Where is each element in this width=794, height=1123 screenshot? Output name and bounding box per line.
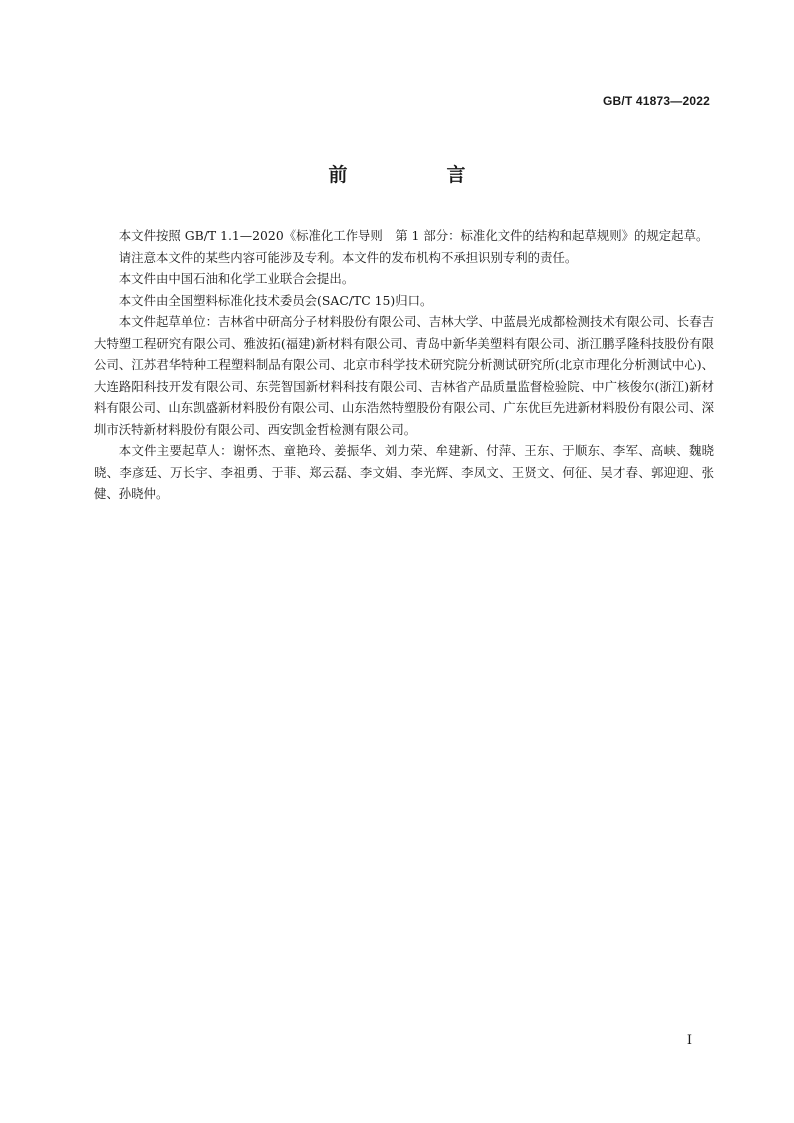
paragraph-drafters: 本文件主要起草人：谢怀杰、童艳玲、姜振华、刘力荣、牟建新、付萍、王东、于顺东、李军、高峡、魏晓晓、李彦廷、万长宇、李祖勇、于菲、郑云磊、李文娟、李光辉、李凤文、王贤文、何征、吴才春、郭迎迎、张健、孙晓仲。: [94, 443, 714, 501]
paragraph-proposer: 本文件由中国石油和化学工业联合会提出。: [118, 271, 355, 286]
page-title: 前 言: [328, 164, 506, 186]
foreword-body: [94, 225, 714, 505]
paragraph-drafting-units: 本文件起草单位：吉林省中研高分子材料股份有限公司、吉林大学、中蓝晨光成都检测技术有限公司、长春吉大特塑工程研究有限公司、雅波拓(福建)新材料有限公司、青岛中新华美塑料有限公司、浙江鹏孚隆科技股份有限公司、江苏君华特种工程塑料制品有限公司、北京市科学技术研究院分析测试研究所(北京市理化分析测试中心)、大连路阳科技开发有限公司、东莞智国新材料科技有限公司、吉林省产品质量监督检验院、中广核俊尔(浙江)新材料有限公司、山东凯盛新材料股份有限公司、山东浩然特塑股份有限公司、广东优巨先进新材料股份有限公司、深圳市沃特新材料股份有限公司、西安凯金哲检测有限公司。: [94, 314, 714, 437]
standard-code: GB/T 41873—2022: [602, 94, 710, 108]
page-number: I: [686, 1033, 692, 1048]
paragraph-drafting-rules: 本文件按照 GB/T 1.1—2020《标准化工作导则 第 1 部分：标准化文件的结构和起草规则》的规定起草。: [118, 228, 709, 243]
paragraph-patent-notice: 请注意本文件的某些内容可能涉及专利。本文件的发布机构不承担识别专利的责任。: [118, 249, 578, 265]
paragraph-committee: 本文件由全国塑料标准化技术委员会(SAC/TC 15)归口。: [118, 292, 433, 308]
